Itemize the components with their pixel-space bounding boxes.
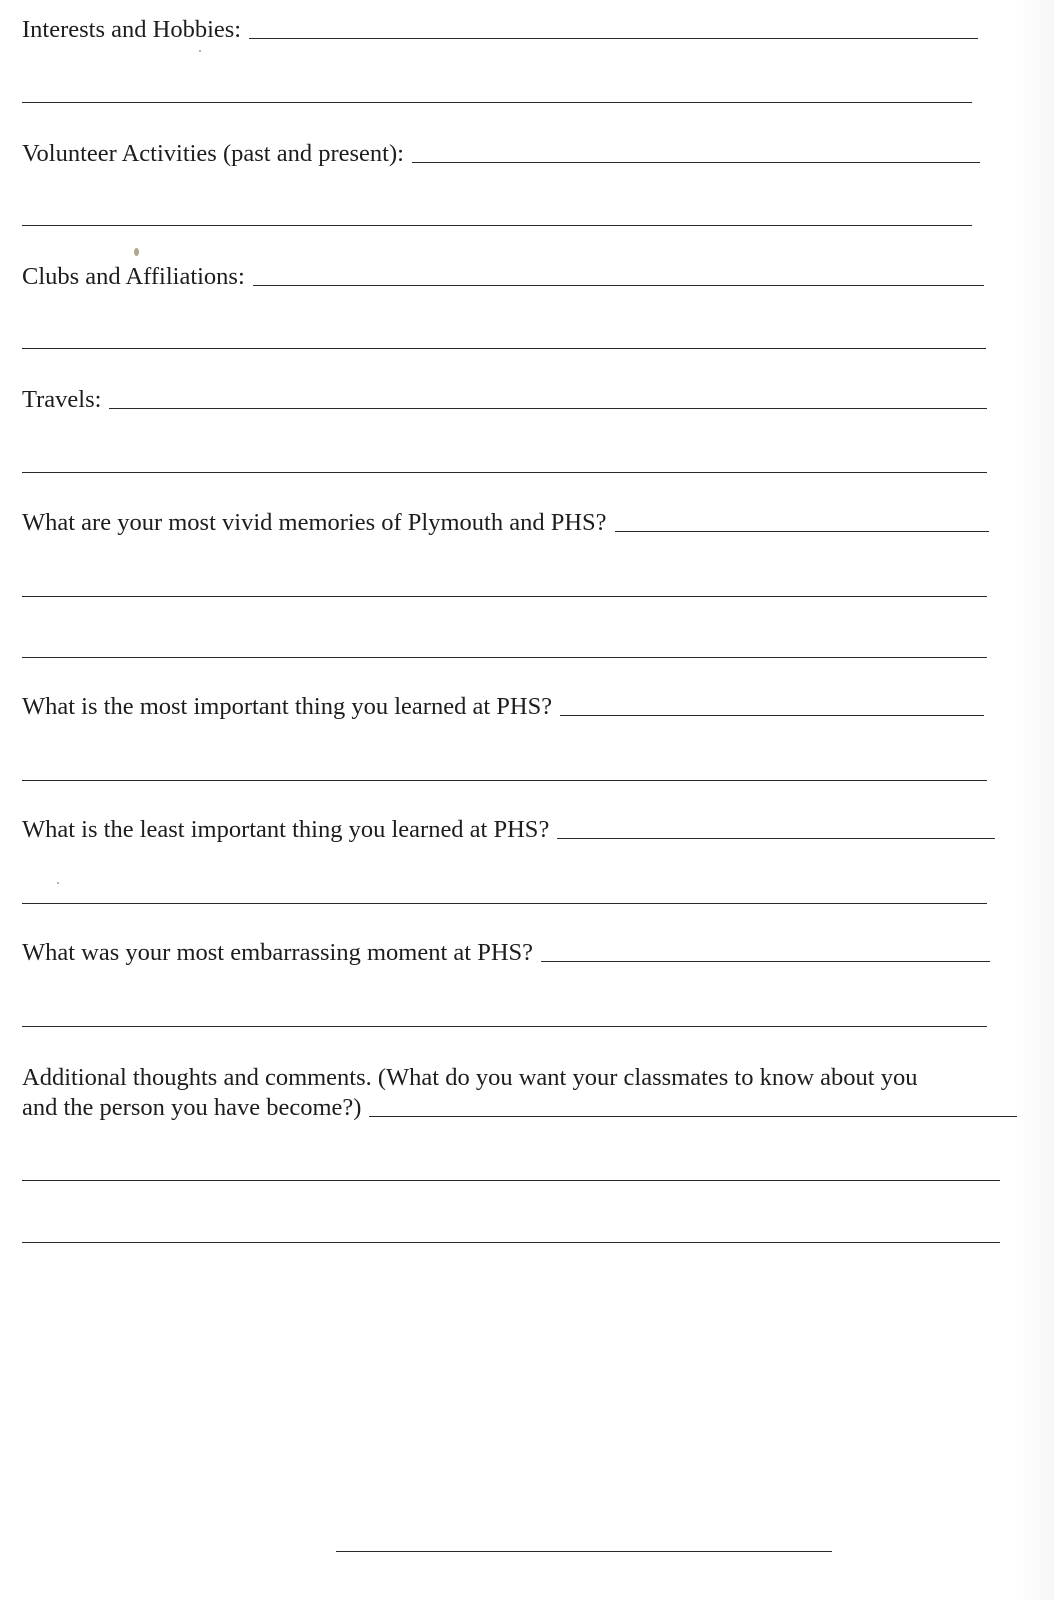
volunteer-answer-line-2[interactable] (22, 225, 972, 226)
memories-answer-line[interactable] (615, 530, 989, 532)
additional-label-line1: Additional thoughts and comments. (What do you want your classmates to know about you (22, 1064, 918, 1091)
least-important-field[interactable] (22, 816, 995, 844)
clubs-label: Clubs and Affiliations: (22, 263, 245, 290)
travels-answer-line-2[interactable] (22, 472, 987, 473)
interests-answer-line-2[interactable] (22, 102, 972, 103)
travels-field[interactable] (22, 386, 987, 414)
scan-speck (134, 248, 139, 256)
additional-answer-line-3[interactable] (22, 1242, 1000, 1243)
interests-field[interactable] (22, 16, 978, 44)
travels-answer-line[interactable] (109, 407, 987, 409)
least-important-answer-line-2[interactable] (22, 903, 987, 904)
clubs-answer-line[interactable] (253, 284, 984, 286)
embarrassing-label: What was your most embarrassing moment at PHS? (22, 939, 534, 966)
interests-answer-line[interactable] (249, 37, 978, 39)
most-important-field[interactable] (22, 693, 984, 721)
memories-answer-line-2[interactable] (22, 596, 987, 597)
volunteer-answer-line[interactable] (412, 161, 980, 163)
embarrassing-answer-line-2[interactable] (22, 1026, 987, 1027)
most-important-answer-line[interactable] (560, 714, 984, 716)
clubs-field[interactable] (22, 263, 984, 291)
scan-speck (57, 882, 59, 884)
most-important-answer-line-2[interactable] (22, 780, 987, 781)
additional-label-line2: and the person you have become?) (22, 1094, 362, 1121)
memories-label: What are your most vivid memories of Plymouth and PHS? (22, 509, 607, 536)
travels-label: Travels: (22, 386, 102, 413)
additional-answer-line-2[interactable] (22, 1180, 1000, 1181)
volunteer-label: Volunteer Activities (past and present): (22, 140, 404, 167)
signature-line[interactable] (336, 1551, 832, 1552)
volunteer-field[interactable] (22, 140, 980, 168)
least-important-label: What is the least important thing you learned at PHS? (22, 816, 550, 843)
additional-field[interactable] (22, 1094, 1017, 1122)
most-important-label: What is the most important thing you learned at PHS? (22, 693, 553, 720)
memories-field[interactable] (22, 509, 989, 537)
embarrassing-field[interactable] (22, 939, 990, 967)
least-important-answer-line[interactable] (557, 837, 995, 839)
scan-speck (199, 50, 201, 52)
additional-answer-line[interactable] (369, 1115, 1017, 1117)
memories-answer-line-3[interactable] (22, 657, 987, 658)
embarrassing-answer-line[interactable] (541, 960, 990, 962)
interests-label: Interests and Hobbies: (22, 16, 242, 43)
clubs-answer-line-2[interactable] (22, 348, 986, 349)
